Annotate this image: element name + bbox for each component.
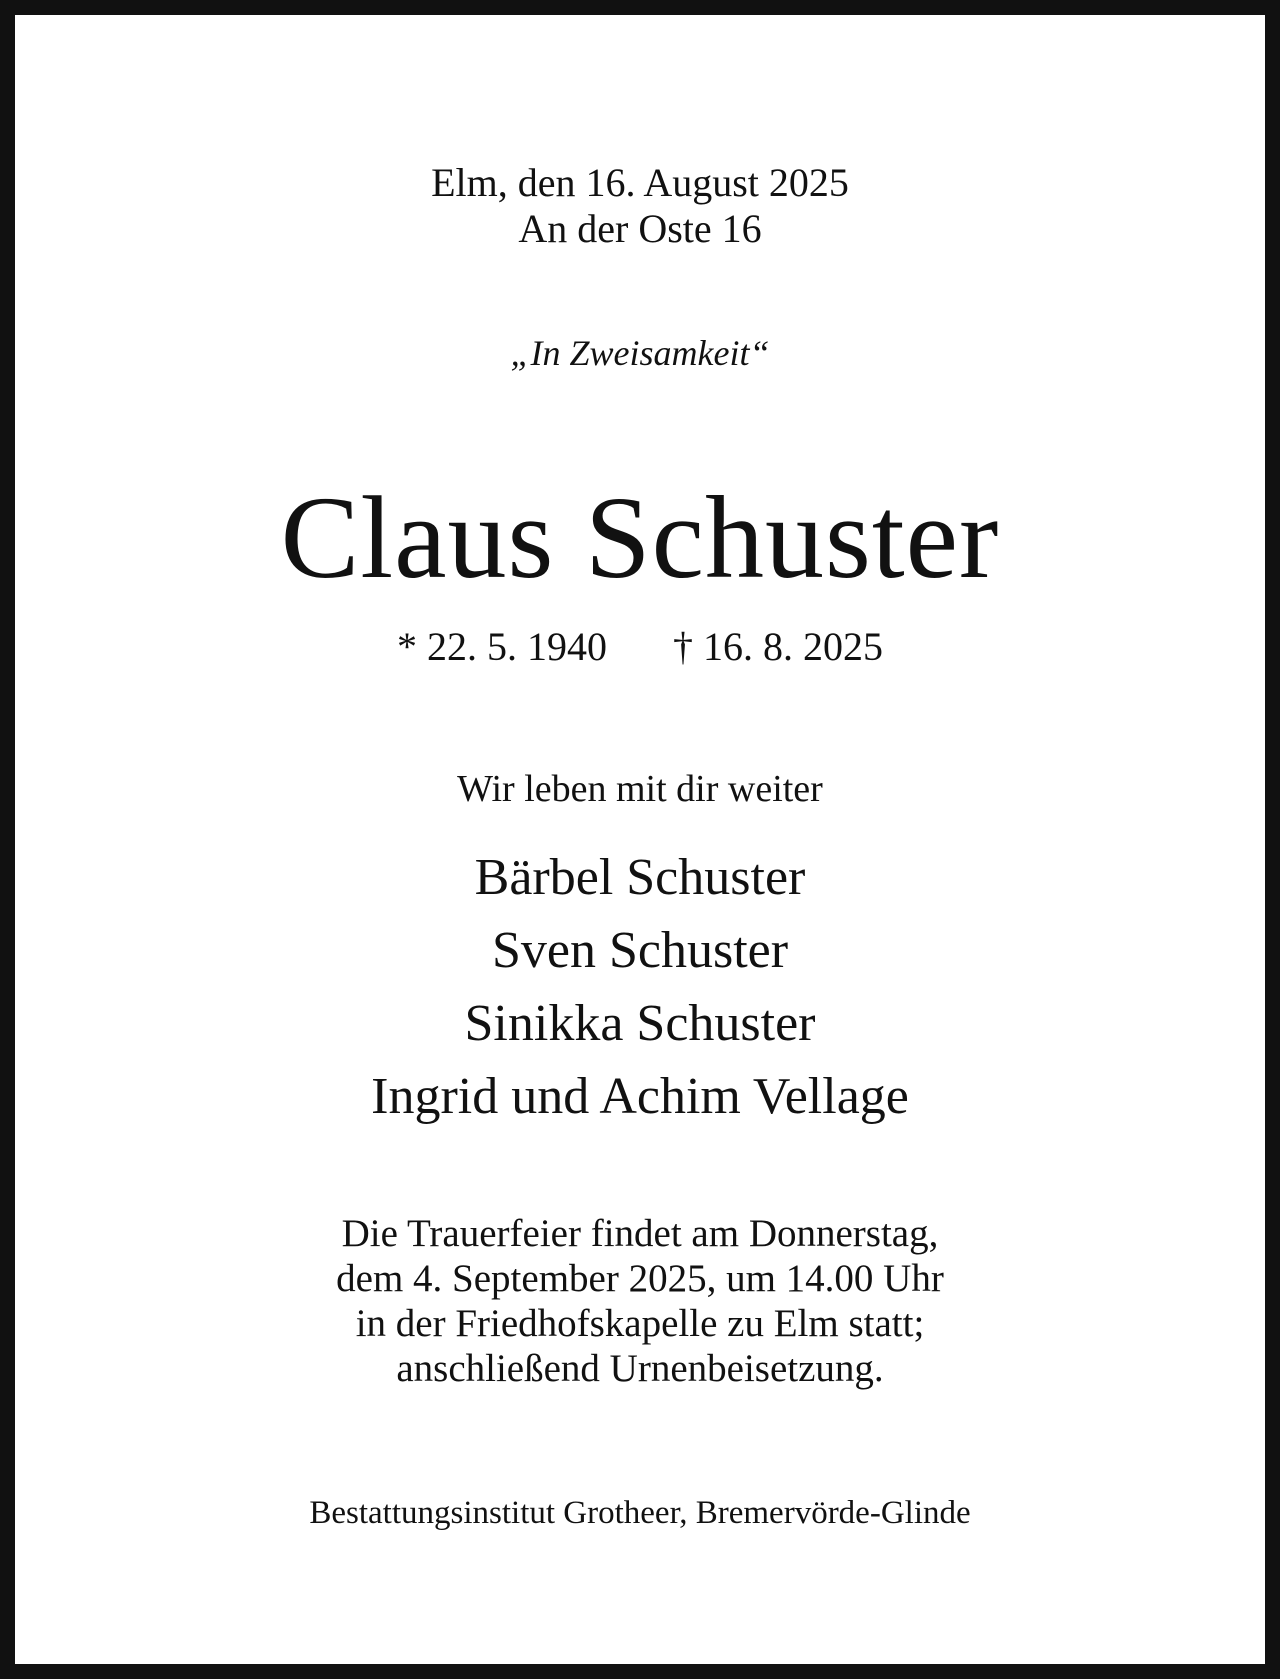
birth-date: * 22. 5. 1940 xyxy=(397,624,607,669)
mourner-name: Sven Schuster xyxy=(491,922,789,979)
undertaker-line: Bestattungsinstitut Grotheer, Bremervörde-Glinde xyxy=(309,1495,971,1531)
notice-header xyxy=(15,160,1265,252)
obituary-notice xyxy=(15,15,1265,1664)
service-line: in der Friedhofskapelle zu Elm statt; xyxy=(355,1302,925,1345)
mourners-list xyxy=(15,841,1265,1133)
death-date: † 16. 8. 2025 xyxy=(673,624,883,669)
service-line: Die Trauerfeier findet am Donnerstag, xyxy=(341,1212,939,1255)
deceased-name: Claus Schuster xyxy=(280,472,1000,603)
farewell-line: Wir leben mit dir weiter xyxy=(457,768,823,810)
service-info xyxy=(15,1211,1265,1391)
service-line: dem 4. September 2025, um 14.00 Uhr xyxy=(336,1257,944,1300)
mourner-name: Sinikka Schuster xyxy=(464,995,816,1052)
mourner-name: Bärbel Schuster xyxy=(474,849,806,906)
service-line: anschließend Urnenbeisetzung. xyxy=(396,1347,884,1390)
motto: „In Zweisamkeit“ xyxy=(510,333,770,373)
mourner-name: Ingrid und Achim Vellage xyxy=(371,1068,909,1125)
life-dates xyxy=(15,623,1265,671)
address-line: An der Oste 16 xyxy=(518,206,762,251)
date-line: Elm, den 16. August 2025 xyxy=(431,160,849,205)
